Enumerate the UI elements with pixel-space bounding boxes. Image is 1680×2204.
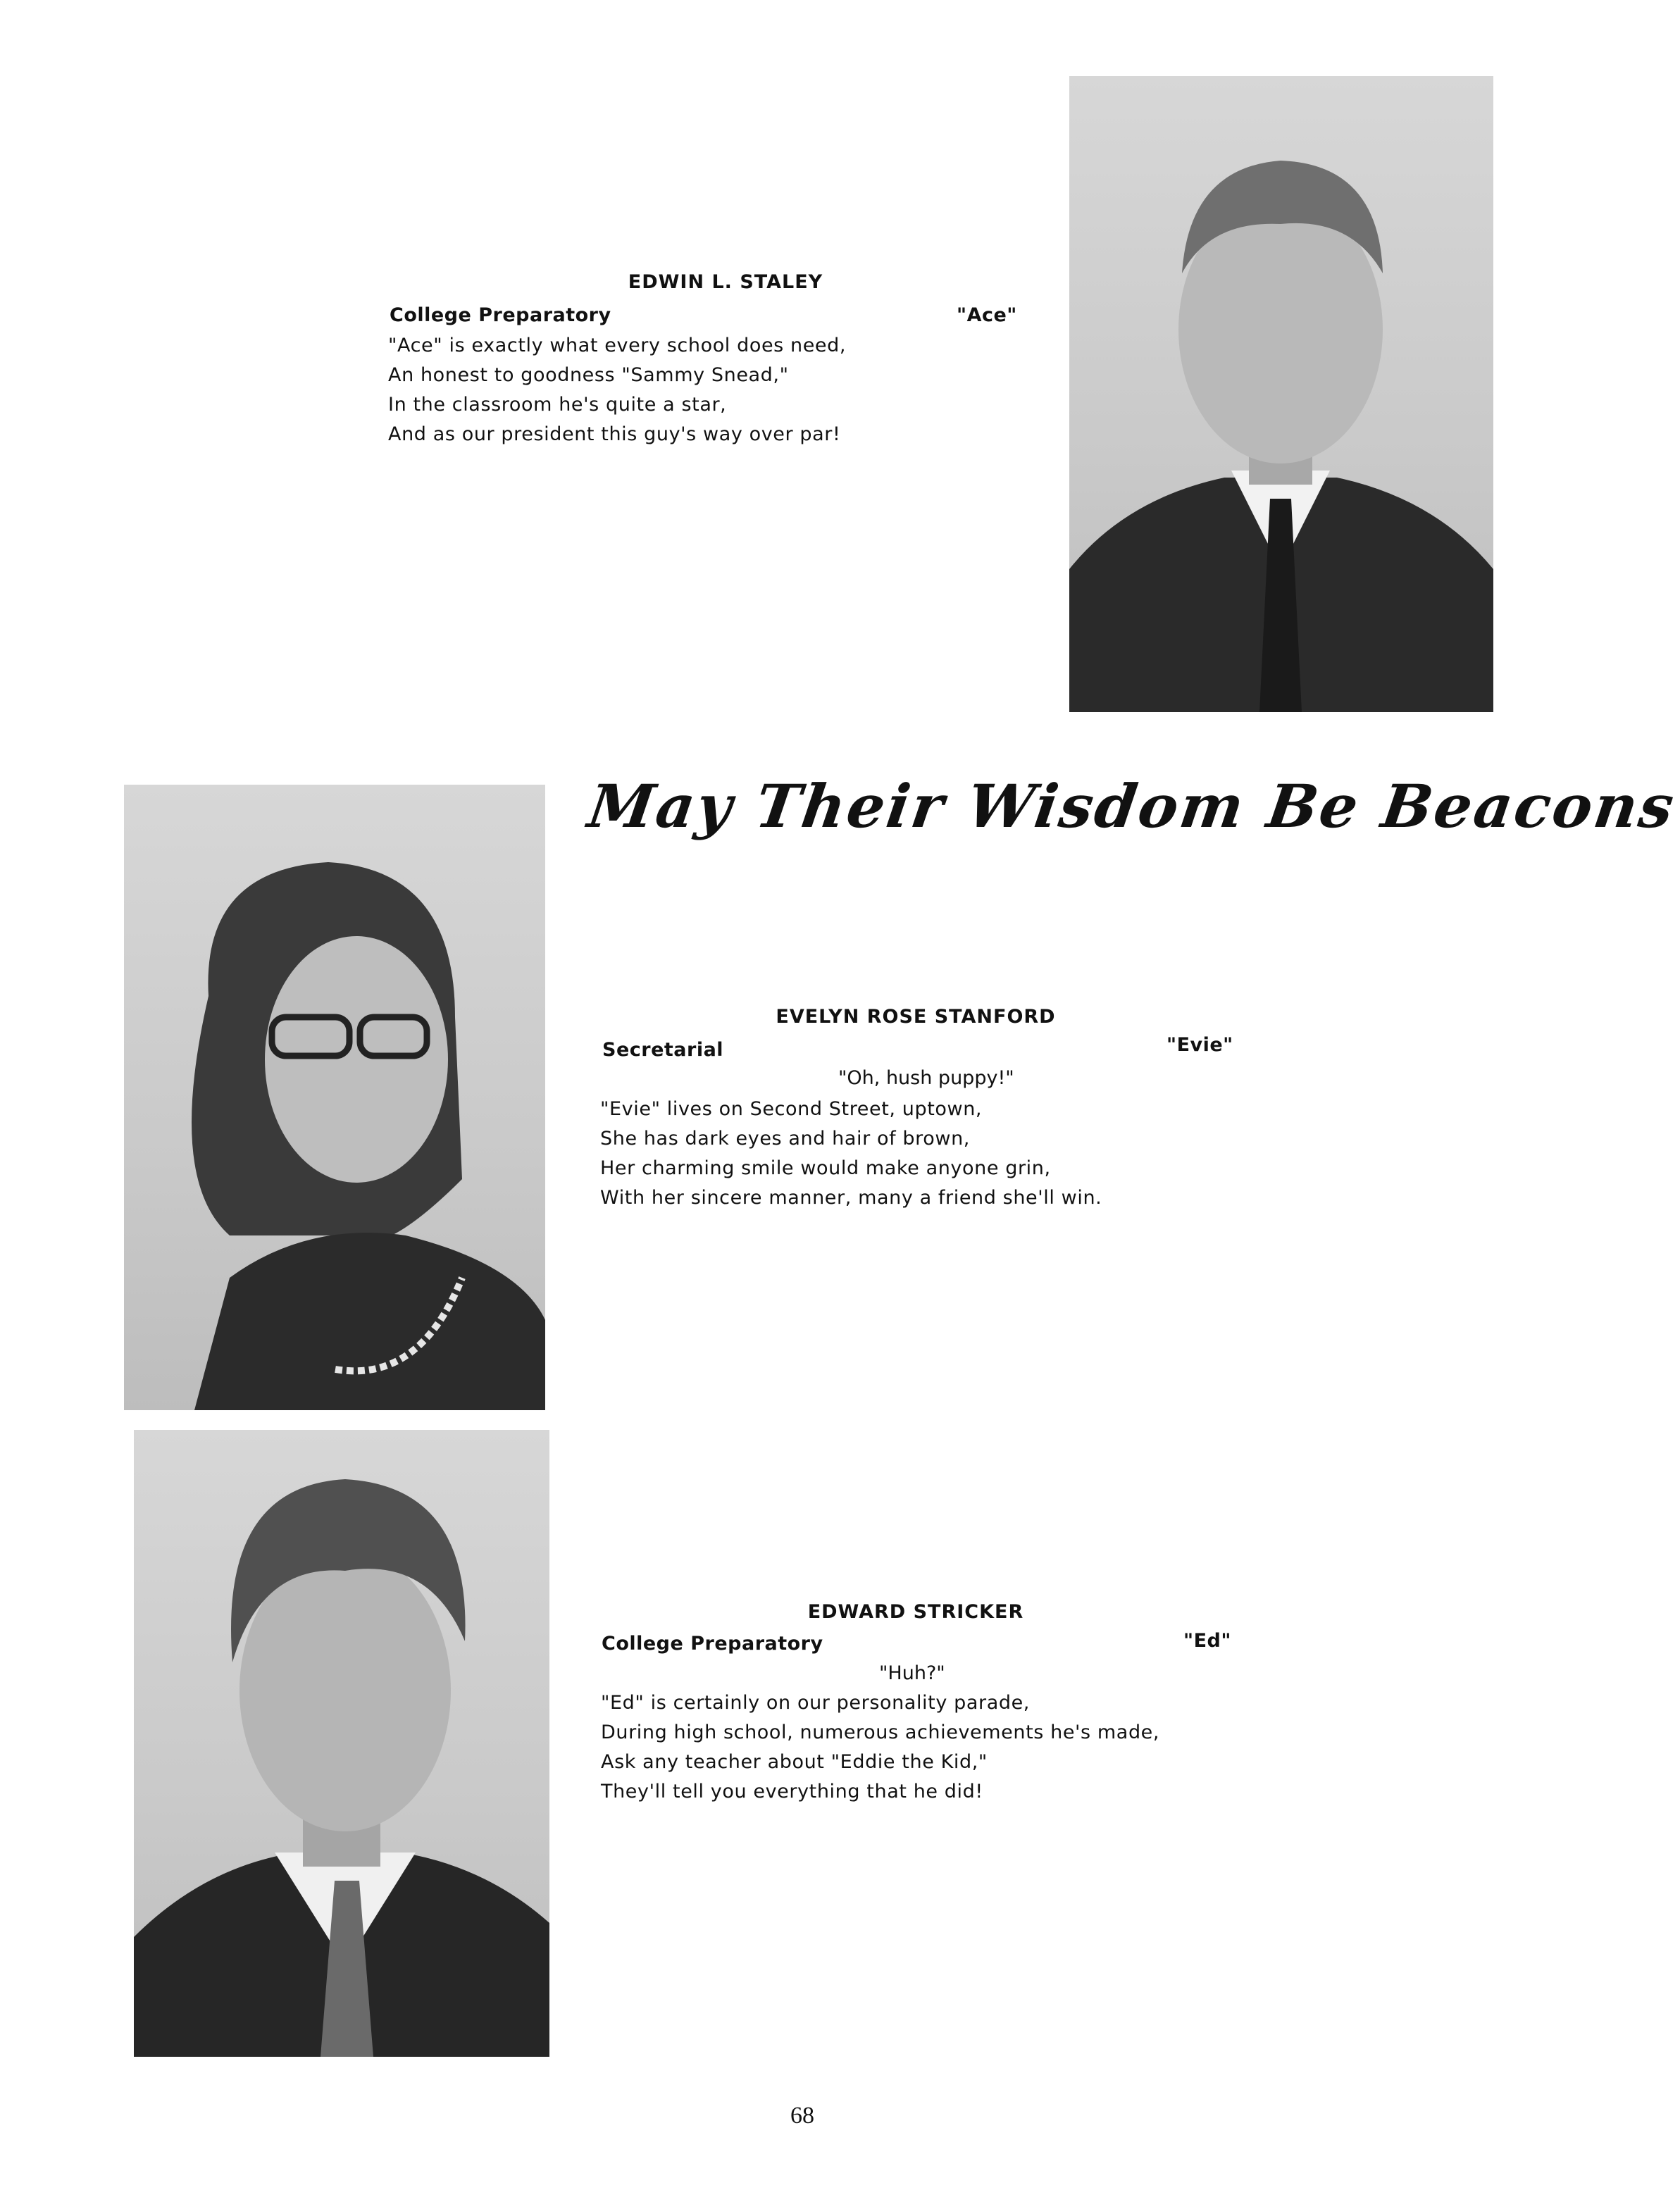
- verse-line: And as our president this guy's way over par!: [388, 423, 841, 445]
- page-headline: May Their Wisdom Be Beacons: [584, 771, 1680, 841]
- verse-line: During high school, numerous achievements he's made,: [601, 1722, 1160, 1743]
- verse-line: "Ed" is certainly on our personality parade,: [601, 1692, 1030, 1714]
- portrait-illustration: [134, 1430, 549, 2057]
- verse-line: In the classroom he's quite a star,: [388, 394, 727, 416]
- verse: [600, 1095, 1102, 1213]
- nickname: "Evie": [1166, 1034, 1233, 1056]
- student-name: EDWARD STRICKER: [807, 1601, 1024, 1623]
- nickname: "Ace": [957, 304, 1017, 326]
- verse: [601, 1688, 1159, 1807]
- motto-quote: "Huh?": [879, 1662, 945, 1684]
- verse-line: She has dark eyes and hair of brown,: [600, 1128, 970, 1150]
- course-label: College Preparatory: [390, 304, 611, 326]
- page-number: 68: [790, 2103, 814, 2129]
- course-label: College Preparatory: [602, 1633, 823, 1655]
- student-portrait-photo: [1069, 76, 1493, 712]
- verse: [388, 331, 846, 449]
- motto-quote: "Oh, hush puppy!": [838, 1067, 1014, 1089]
- verse-line: They'll tell you everything that he did!: [601, 1781, 983, 1803]
- verse-line: Her charming smile would make anyone grin,: [600, 1157, 1051, 1179]
- student-name: EDWIN L. STALEY: [628, 271, 823, 293]
- verse-line: An honest to goodness "Sammy Snead,": [388, 364, 789, 386]
- course-label: Secretarial: [602, 1039, 724, 1061]
- portrait-illustration: [124, 785, 545, 1410]
- student-portrait-photo: [134, 1430, 549, 2057]
- verse-line: "Ace" is exactly what every school does need,: [388, 335, 847, 356]
- verse-line: "Evie" lives on Second Street, uptown,: [600, 1098, 983, 1120]
- student-portrait-photo: [124, 785, 545, 1410]
- nickname: "Ed": [1183, 1630, 1231, 1652]
- portrait-illustration: [1069, 76, 1493, 712]
- student-name: EVELYN ROSE STANFORD: [776, 1006, 1056, 1028]
- verse-line: Ask any teacher about "Eddie the Kid,": [601, 1751, 988, 1773]
- verse-line: With her sincere manner, many a friend she'll win.: [600, 1187, 1102, 1209]
